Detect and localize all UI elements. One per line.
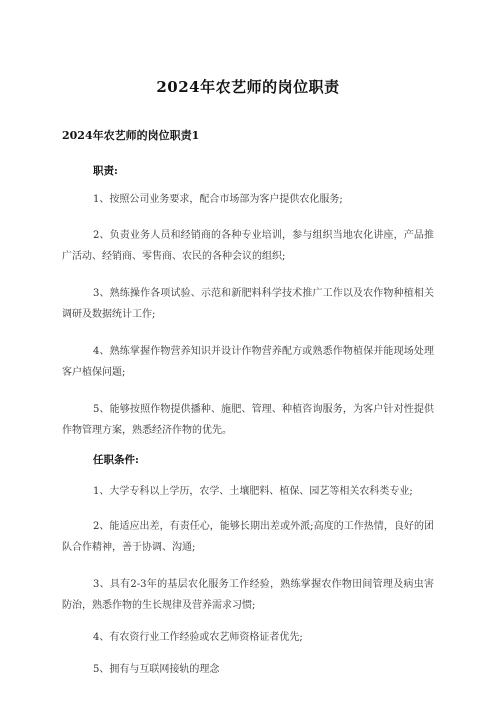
requirement-item: 5、拥有与互联网接轨的理念 bbox=[93, 664, 220, 675]
requirement-item: 1、大学专科以上学历，农学、土壤肥料、植保、园艺等相关农科类专业; bbox=[93, 486, 413, 497]
document-title: 2024年农艺师的岗位职责 bbox=[156, 78, 340, 96]
duties-heading: 职责: bbox=[93, 165, 118, 177]
duty-item: 4、熟练掌握作物营养知识并设计作物营养配方或熟悉作物植保并能现场处理客户植保问题; bbox=[62, 346, 434, 378]
requirement-item: 3、具有2-3年的基层农化服务工作经验，熟练掌握农作物田间管理及病虫害防治，熟悉作物的生长规律及营养需求习惯; bbox=[62, 579, 434, 611]
duty-item: 5、能够按照作物提供播种、施肥、管理、种植咨询服务，为客户针对性提供作物管理方案，熟悉经济作物的优先。 bbox=[62, 404, 434, 436]
requirement-item: 4、有农资行业工作经验或农艺师资格证者优先; bbox=[93, 632, 303, 643]
duty-item: 3、熟练操作各项试验、示范和新肥料科学技术推广工作以及农作物种植相关调研及数据统计工作; bbox=[62, 288, 434, 320]
duty-item: 1、按照公司业务要求，配合市场部为客户提供农化服务; bbox=[93, 194, 343, 205]
requirement-item: 2、能适应出差，有责任心，能够长期出差或外派;高度的工作热情，良好的团队合作精神，善于协调、沟通; bbox=[62, 521, 434, 553]
section-heading: 2024年农艺师的岗位职责1 bbox=[62, 129, 200, 142]
requirements-heading: 任职条件: bbox=[93, 454, 139, 466]
duty-item: 2、负责业务人员和经销商的各种专业培训，参与组织当地农化讲座，产品推广活动、经销商、零售商、农民的各种会议的组织; bbox=[62, 230, 434, 262]
